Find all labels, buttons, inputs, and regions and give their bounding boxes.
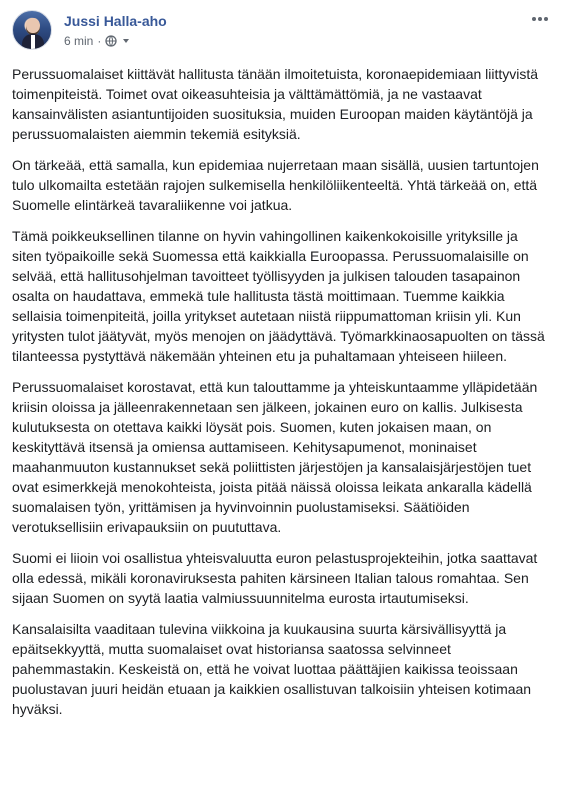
- post-paragraph: On tärkeää, että samalla, kun epidemiaa nujerretaan maan sisällä, uusien tartuntojen tulo ulkomailta estetään rajojen sulkemisella henkilöliikenteeltä. Yhtä tärkeää on, että Suomelle elintärkeä tavaraliikenne voi jatkua.: [12, 157, 539, 213]
- post-meta: [64, 34, 131, 48]
- post-paragraph: Kansalaisilta vaaditaan tulevina viikkoina ja kuukausina suurta kärsivällisyyttä ja epäitsekkyyttä, mutta suomalaiset ovat historiansa saatossa selvinneet pahemmastakin. Keskeistä on, että he voivat luottaa päättäjien kaikissa teoissaan puolustavan juuri heidän etuaan ja kaikkien osallistuvan talkoisiin yhteisen kotimaan hyväksi.: [12, 621, 532, 717]
- globe-icon[interactable]: [105, 35, 117, 47]
- chevron-down-icon[interactable]: [121, 36, 131, 46]
- post-paragraph: Perussuomalaiset kiittävät hallitusta tänään ilmoitetuista, koronaepidemiaan liittyvistä toimenpiteistä. Toimet ovat oikeasuhteisia ja välttämättömiä, ja ne vastaavat kansainvälisten asiantuntijoiden suosituksia, muiden Euroopan maiden käytäntöjä ja perussuomalaisten aiemmin tekemiä esityksiä.: [12, 66, 539, 142]
- timestamp[interactable]: 6 min: [64, 34, 94, 48]
- more-icon[interactable]: [531, 13, 549, 25]
- author-name[interactable]: Jussi Halla-aho: [64, 13, 167, 29]
- post-header: [12, 10, 549, 54]
- post-paragraph: Perussuomalaiset korostavat, että kun talouttamme ja yhteiskuntaamme ylläpidetään kriisin oloissa ja jälleenrakennetaan sen jälkeen, jokainen euro on kallis. Julkisesta kulutuksesta on otettava kaikki löysät pois. Suomen, kuten jokaisen maan, on keskityttävä itsensä ja omiensa auttamiseen. Kehitysapumenot, moninaiset maahanmuuton kustannukset sekä poliittisten järjestöjen ja kansalaisjärjestöjen tuet ovat esimerkkejä menokohteista, joista pitää näissä oloissa leikata ankaralla kädellä suomalaisen työn, yrittämisen ja hyvinvoinnin puolustamiseksi. Säätiöiden verotuksellisiin erivapauksiin on puututtava.: [12, 379, 538, 535]
- avatar-shirt: [31, 35, 35, 50]
- avatar-head: [26, 18, 40, 35]
- post-paragraph: Suomi ei liioin voi osallistua yhteisvaluutta euron pelastusprojekteihin, jotka saattavat olla edessä, mikäli koronaviruksesta pahiten kärsineen Italian talous romahtaa. Sen sijaan Suomen on syytä laatia valmiussuunnitelma eurosta irtautumiseksi.: [12, 550, 538, 606]
- avatar[interactable]: [12, 10, 52, 50]
- meta-separator: ·: [97, 34, 102, 48]
- post-paragraph: Tämä poikkeuksellinen tilanne on hyvin vahingollinen kaikenkokoisille yrityksille ja siten työpaikoille sekä Suomessa että kaikkialla Euroopassa. Perussuomalaisille on selvää, että hallitusohjelman tavoitteet työllisyyden ja julkisen talouden tasapainon osalta on haudattava, emmekä tule hallitusta tästä moittimaan. Tuemme kaikkia sellaisia toimenpiteitä, joilla yritykset autetaan niistä riippumattoman kriisin yli. Kun yritysten tulot jäätyvät, myös menojen on jäädyttävä. Työmarkkinaosapuolten on tässä tilanteessa pystyttävä näkemään yhteinen etu ja puhaltamaan yhteiseen hiileen.: [12, 228, 545, 364]
- post-body: [12, 64, 549, 730]
